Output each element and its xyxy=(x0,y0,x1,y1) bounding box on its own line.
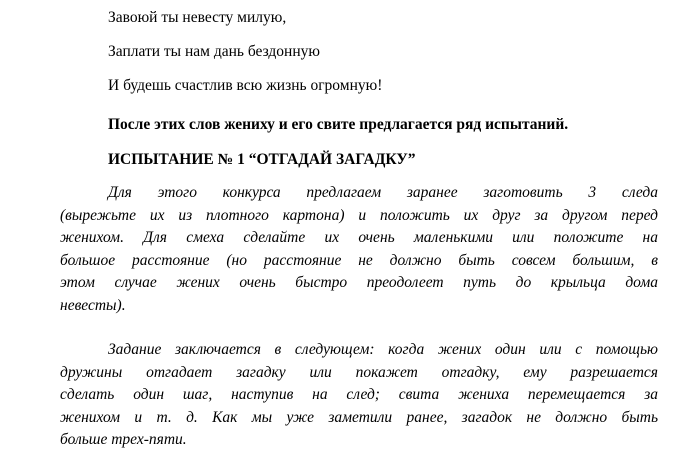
paragraph-2-line-2: дружины отгадает загадку или покажет отгадку, ему разрешается xyxy=(60,363,658,381)
paragraph-1-line-1: Для этого конкурса предлагаем заранее заготовить 3 следа xyxy=(108,184,658,201)
paragraph-2-line-1: Задание заключается в следующем: когда жених один или с помощью xyxy=(108,341,658,358)
paragraph-1-line-4: большое расстояние (но расстояние не должно быть совсем большим, в xyxy=(60,251,658,269)
verse-line-1: Завоюй ты невесту милую, xyxy=(108,9,287,26)
paragraph-2-line-4: женихом и т. д. Как мы уже заметили ранее, загадок не должно быть xyxy=(60,408,658,426)
paragraph-2-line-5: больше трех-пяти. xyxy=(60,431,187,448)
instruction-text: После этих слов жениху и его свите предлагается ряд испытаний. xyxy=(108,116,569,133)
verse-line-3: И будешь счастлив всю жизнь огромную! xyxy=(108,77,383,94)
section-heading: ИСПЫТАНИЕ № 1 “ОТГАДАЙ ЗАГАДКУ” xyxy=(108,151,416,168)
verse-line-2: Заплати ты нам дань бездонную xyxy=(108,43,320,60)
paragraph-2 xyxy=(60,339,658,452)
paragraph-1 xyxy=(60,182,658,317)
paragraph-1-line-5: этом случае жених очень быстро преодолеет путь до крыльца дома xyxy=(60,274,658,291)
paragraph-2-line-3: сделать один шаг, наступив на след; свита жениха перемещается за xyxy=(60,386,658,403)
paragraph-1-line-3: женихом. Для смеха сделайте их очень маленькими или положите на xyxy=(60,229,658,246)
paragraph-1-line-2: (вырежьте их из плотного картона) и положить их друг за другом перед xyxy=(60,206,658,224)
paragraph-1-line-6: невесты). xyxy=(60,296,126,314)
